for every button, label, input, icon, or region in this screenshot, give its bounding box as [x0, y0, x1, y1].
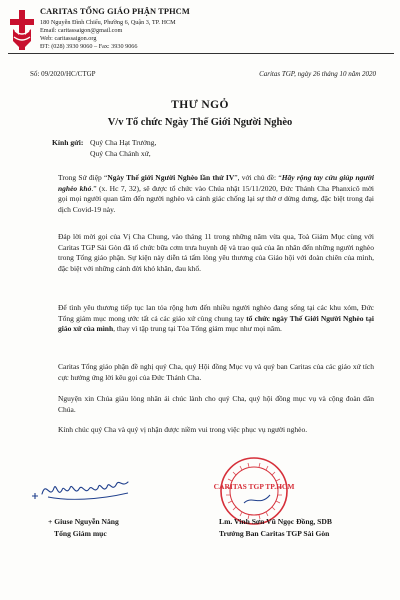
body-text: Trong Sứ điệp “	[58, 173, 108, 182]
organization-website: Web: caritassaigon.org	[40, 35, 97, 42]
caritas-logo	[8, 9, 36, 51]
handwritten-signature	[28, 470, 138, 510]
body-paragraph-3	[58, 303, 374, 335]
organization-name: CARITAS TỔNG GIÁO PHẬN TPHCM	[40, 7, 190, 16]
signer-right-title: Trưởng Ban Caritas TGP Sài Gòn	[219, 529, 330, 538]
theme-quote: Hãy rộng tay cứu giúp người nghèo khó	[58, 173, 375, 193]
signer-left-name: + Giuse Nguyễn Năng	[48, 517, 119, 526]
body-text: , thay vì tập trung tại Tòa Tổng giám mục như mọi năm.	[113, 324, 282, 334]
document-number: Số: 09/2020/HC/CTGP	[30, 70, 96, 78]
body-paragraph-2: Đáp lời mời gọi của Vị Cha Chung, vào tháng 11 trong những năm vừa qua, Toà Giám Mục cùng với Caritas TGP Sài Gòn đã tổ chức bữa cơm trưa huynh đệ và trao quà của ân nhân đến những người nghèo trong Tổng giáo phận. Sự kiện này diễn tả tấm lòng yêu thương của Giáo hội với đoàn chiên của mình, đặc biệt với những cảnh đời khó khăn, đau khổ.	[58, 232, 374, 273]
header-divider	[8, 53, 394, 54]
recipient-line: Quý Cha Chánh xứ,	[90, 149, 151, 158]
signer-right-name: Lm. Vinh Sơn Vũ Ngọc Đồng, SDB	[219, 517, 332, 526]
seal-text: CARITAS TGP TP.HCM	[213, 482, 295, 491]
greeting-label: Kính gửi:	[52, 138, 84, 147]
organization-email: Email: caritassaigon@gmail.com	[40, 27, 123, 34]
body-paragraph-5: Nguyện xin Chúa giàu lòng nhân ái chúc lành cho quý Cha, quý hội đồng mục vụ và cộng đoàn dân Chúa.	[58, 394, 374, 414]
message-title: Ngày Thế giới Người Nghèo lần thứ IV	[107, 173, 235, 182]
body-text: .” (x. Hc 7, 32), sẽ được tổ chức vào Chúa nhật 15/11/2020, Đức Thánh Cha Phanxicô mời gọi mọi người quan tâm đến người nghèo và cảnh giác chống lại sự thờ ơ dửng dưng, đặc biệt trong đại dịch Covid-19 này.	[58, 183, 374, 214]
body-text: ”, với chủ đề: “	[234, 173, 282, 182]
body-text: Để tình yêu thương tiếp tục lan tỏa rộng hơn đến nhiều người nghèo đang sống tại các khu xóm, Đức Tổng giám mục mong ước tất cả các giáo xứ cùng chung tay	[58, 303, 374, 323]
body-paragraph-4: Caritas Tổng giáo phận đề nghị quý Cha, quý Hội đồng Mục vụ và quý ban Caritas của các giáo xứ tích cực hưởng ứng lời kêu gọi của Đức Thánh Cha.	[58, 362, 374, 382]
place-and-date: Caritas TGP, ngày 26 tháng 10 năm 2020	[259, 70, 376, 78]
letter-subject: V/v Tổ chức Ngày Thế Giới Người Nghèo	[107, 117, 293, 128]
body-paragraph-6: Kính chúc quý Cha và quý vị nhận được niềm vui trong việc phục vụ người nghèo.	[58, 425, 308, 434]
signer-left-title: Tổng Giám mục	[54, 529, 107, 538]
emphasis-text: tổ chức ngày Thế Giới Người Nghèo tại giáo xứ của mình	[58, 313, 375, 334]
letter-title: THƯ NGỎ	[171, 99, 229, 111]
organization-address: 180 Nguyễn Đình Chiểu, Phường 6, Quận 3, TP. HCM	[40, 19, 176, 26]
organization-phone: ĐT: (028) 3930 9060 – Fax: 3930 9066	[40, 43, 138, 50]
recipient-line: Quý Cha Hạt Trưởng,	[90, 138, 157, 147]
body-paragraph-1	[58, 173, 374, 215]
